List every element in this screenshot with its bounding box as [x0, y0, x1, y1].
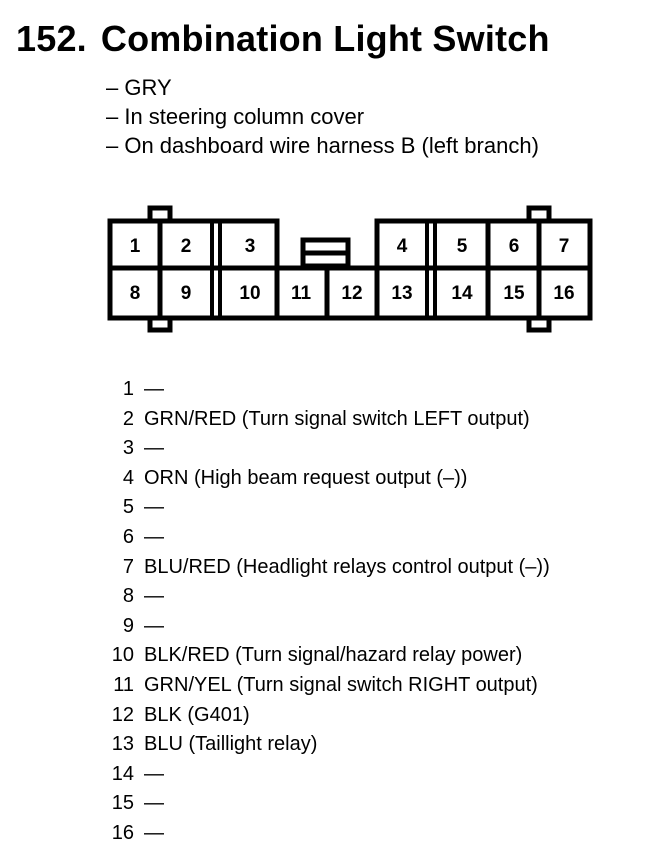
- pin-number: 3: [122, 437, 134, 460]
- pin-number: 15: [111, 792, 134, 815]
- pin-row: [104, 760, 550, 790]
- pin-label-16: 16: [553, 283, 575, 304]
- connector-diagram: [0, 0, 672, 340]
- pin-row: [104, 582, 550, 612]
- pin-number: 2: [122, 407, 134, 430]
- pin-number: 1: [122, 378, 134, 400]
- pin-row: [104, 523, 550, 553]
- pin-description: —: [144, 585, 164, 608]
- pin-label-11: 11: [290, 283, 312, 304]
- pin-row: [104, 493, 550, 523]
- pin-number: 9: [122, 614, 134, 637]
- pin-description: GRN/YEL (Turn signal switch RIGHT output): [144, 673, 538, 696]
- pin-label-2: 2: [180, 236, 192, 257]
- pin-row: [104, 405, 550, 435]
- pin-row: [104, 641, 550, 671]
- pin-label-8: 8: [129, 283, 141, 304]
- pin-number: 13: [111, 733, 134, 756]
- component-title: Combination Light Switch: [100, 18, 550, 59]
- pin-description: BLU/RED (Headlight relays control output (–)): [144, 555, 550, 578]
- pin-label-6: 6: [508, 236, 520, 257]
- pin-description: —: [144, 496, 164, 519]
- pin-label-4: 4: [396, 236, 408, 257]
- pin-label-14: 14: [451, 283, 473, 304]
- pin-description: —: [144, 821, 164, 844]
- pin-number: 5: [122, 496, 134, 519]
- pin-label-13: 13: [391, 283, 413, 304]
- pin-number: 16: [111, 821, 134, 844]
- pin-number: 14: [111, 762, 134, 785]
- pin-row: [104, 612, 550, 642]
- pin-list: [104, 375, 550, 849]
- pin-number: 8: [122, 585, 134, 608]
- pin-label-15: 15: [503, 283, 525, 304]
- pin-description: ORN (High beam request output (–)): [144, 466, 468, 489]
- pin-description: BLK/RED (Turn signal/hazard relay power): [144, 644, 523, 667]
- pin-label-9: 9: [180, 283, 192, 304]
- pin-row: [104, 701, 550, 731]
- detail-harness: – On dashboard wire harness B (left branch): [106, 133, 539, 158]
- component-number: 152.: [16, 18, 87, 59]
- pin-description: —: [144, 525, 164, 548]
- pin-row: [104, 819, 550, 849]
- pin-description: —: [144, 437, 164, 460]
- pin-row: [104, 671, 550, 701]
- pin-description: —: [144, 762, 164, 785]
- pin-row: [104, 434, 550, 464]
- detail-location: – In steering column cover: [106, 104, 365, 129]
- pin-label-10: 10: [239, 283, 261, 304]
- pin-description: —: [144, 792, 164, 815]
- pin-description: BLU (Taillight relay): [144, 733, 318, 756]
- pin-description: GRN/RED (Turn signal switch LEFT output): [144, 407, 530, 430]
- pin-number: 12: [111, 703, 134, 726]
- pin-label-1: 1: [129, 236, 141, 257]
- pin-number: 10: [111, 644, 134, 667]
- detail-color: – GRY: [106, 75, 172, 100]
- pin-number: 7: [122, 555, 134, 578]
- pin-row: [104, 464, 550, 494]
- pin-row: [104, 553, 550, 583]
- pin-number: 6: [122, 525, 134, 548]
- pin-description: —: [144, 614, 164, 637]
- pin-row: [104, 375, 550, 405]
- pin-row: [104, 789, 550, 819]
- pin-number: 11: [113, 673, 134, 696]
- pin-number: 4: [122, 466, 134, 489]
- pin-row: [104, 730, 550, 760]
- pin-label-5: 5: [456, 236, 468, 257]
- pin-label-3: 3: [244, 236, 256, 257]
- pin-description: —: [144, 378, 164, 400]
- pin-label-7: 7: [558, 236, 570, 257]
- pin-label-12: 12: [341, 283, 363, 304]
- pin-description: BLK (G401): [144, 703, 250, 726]
